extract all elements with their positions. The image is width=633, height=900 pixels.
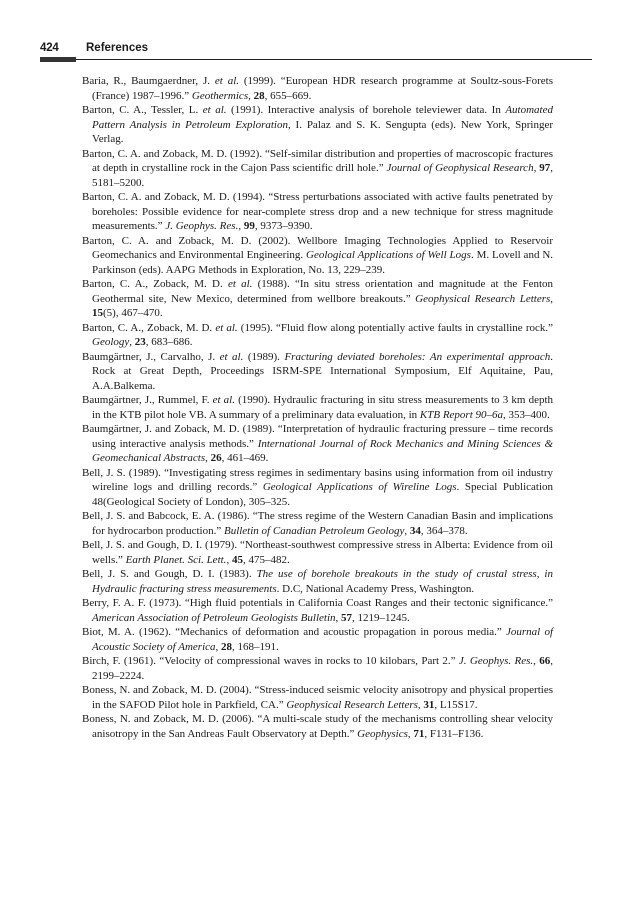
reference-text: , 683–686. bbox=[145, 336, 193, 348]
reference-text: (1990). Hydraulic fracturing in situ stress measurements to 3 km depth in the KTB pilot hole VB. A summary of a preliminary data evaluation, in bbox=[92, 394, 554, 421]
reference-source: Geophysical Research Letters bbox=[415, 292, 551, 305]
reference-text: (1989). “Investigating stress regimes in sedimentary basins using information from oil industry wireline logs and drilling records.” bbox=[92, 466, 553, 493]
reference-text: (1986). “The stress regime of the Western Canadian Basin and implications for hydrocarbon production.” bbox=[92, 510, 553, 537]
reference-text: (1988). “In situ stress orientation and magnitude at the Fenton Geothermal site, New Mexico, determined from wellbore breakouts.” bbox=[92, 278, 554, 305]
reference-entry bbox=[82, 654, 553, 683]
reference-entry bbox=[82, 393, 553, 422]
reference-entry bbox=[82, 509, 553, 538]
reference-text: , bbox=[407, 727, 414, 740]
reference-text: (1973). “High fluid potentials in California Coast Ranges and their tectonic significance.” bbox=[145, 597, 553, 609]
reference-text: (2004). “Stress-induced seismic velocity anisotropy and physical properties in the SAFOD Pilot hole in Parkfield, CA.” bbox=[92, 684, 553, 711]
reference-volume: 26 bbox=[210, 452, 222, 464]
reference-volume: 66 bbox=[539, 655, 551, 667]
reference-authors: Boness, N. and Zoback, M. D. bbox=[82, 684, 217, 696]
reference-volume: 57 bbox=[341, 611, 352, 624]
reference-etal: et al. bbox=[227, 278, 253, 290]
reference-text: , bbox=[335, 611, 341, 624]
reference-text: (1961). “Velocity of compressional waves in rocks to 10 kilobars, Part 2.” bbox=[120, 655, 459, 667]
reference-source: Geothermics bbox=[191, 89, 249, 102]
reference-source: The use of borehole breakouts in the study of crustal stress, in Hydraulic fracturing stress measurements bbox=[92, 568, 553, 595]
reference-authors: Barton, C. A., Zoback, M. D. bbox=[82, 321, 213, 334]
reference-authors: Baumgärtner, J., Carvalho, J. bbox=[82, 350, 216, 363]
reference-text: , 475–482. bbox=[242, 553, 290, 566]
page-number: 424 bbox=[40, 42, 59, 54]
header-tab-bar bbox=[40, 57, 76, 62]
header-rule bbox=[40, 59, 592, 60]
reference-text: , F131–F136. bbox=[424, 727, 484, 740]
reference-text: (1989). bbox=[243, 350, 285, 363]
reference-entry bbox=[82, 147, 553, 191]
reference-volume: 45 bbox=[231, 553, 243, 566]
reference-text: (5), 467–470. bbox=[103, 307, 163, 319]
reference-source: American Association of Petroleum Geologists Bulletin bbox=[92, 611, 336, 624]
reference-source: J. Geophys. Res. bbox=[458, 655, 534, 667]
reference-text: , 1219–1245. bbox=[352, 611, 410, 624]
reference-text: , bbox=[226, 553, 232, 566]
reference-authors: Baumgärtner, J. and Zoback, M. D. bbox=[82, 423, 240, 435]
page-header bbox=[40, 40, 592, 68]
reference-text: , 5181–5200. bbox=[92, 162, 554, 189]
reference-text: (1992). “Self-similar distribution and properties of macroscopic fractures at depth in crystalline rock in the Cajon Pass scientific drill hole.” bbox=[92, 147, 553, 174]
reference-source: KTB Report 90–6a bbox=[419, 408, 504, 421]
reference-text: , 461–469. bbox=[221, 452, 269, 464]
reference-source: Automated Pattern Analysis in Petroleum Exploration bbox=[92, 104, 553, 131]
reference-authors: Bell, J. S. and Gough, D. I. bbox=[82, 568, 215, 580]
reference-text: , 364–378. bbox=[420, 524, 468, 537]
reference-text: , bbox=[248, 89, 254, 102]
reference-text: (1983). bbox=[214, 568, 257, 580]
reference-text: . D.C, National Academy Press, Washington. bbox=[276, 582, 475, 595]
reference-entry bbox=[82, 422, 553, 466]
reference-text: , 9373–9390. bbox=[254, 220, 313, 232]
reference-etal: et al. bbox=[219, 350, 244, 363]
reference-authors: Barton, C. A. and Zoback, M. D. bbox=[82, 147, 228, 160]
reference-entry bbox=[82, 74, 553, 103]
reference-text: (1962). “Mechanics of deformation and acoustic propagation in porous media.” bbox=[134, 626, 507, 638]
reference-volume: 31 bbox=[423, 698, 435, 711]
reference-etal: et al. bbox=[215, 321, 238, 334]
reference-entry bbox=[82, 234, 553, 278]
reference-text: (2006). “A multi-scale study of the mechanisms controlling shear velocity anisotropy in the San Andreas Fault Observatory at Depth.” bbox=[92, 713, 553, 740]
reference-source: J. Geophys. Res. bbox=[165, 220, 239, 232]
reference-text: , bbox=[533, 655, 540, 667]
reference-text: , I. Palaz and S. K. Sengupta (eds). New York, Springer Verlag. bbox=[92, 118, 554, 145]
reference-source: Bulletin of Canadian Petroleum Geology bbox=[223, 524, 405, 537]
reference-entry bbox=[82, 625, 553, 654]
reference-authors: Barton, C. A. and Zoback, M. D. bbox=[82, 234, 252, 247]
reference-text: (1995). “Fluid flow along potentially active faults in crystalline rock.” bbox=[237, 321, 553, 334]
reference-text: , L15S17. bbox=[434, 698, 478, 711]
section-title: References bbox=[86, 42, 149, 54]
reference-text: (1994). “Stress perturbations associated with active faults penetrated by boreholes: Possible evidence for near-complete stress drop and a new technique for stress magnitude measurements.” bbox=[92, 191, 554, 232]
reference-volume: 71 bbox=[413, 727, 425, 740]
reference-authors: Baria, R., Baumgaerdner, J. bbox=[82, 75, 211, 87]
reference-text: , bbox=[533, 162, 540, 174]
reference-source: Journal of Geophysical Research bbox=[386, 162, 534, 174]
reference-text: , 353–400. bbox=[503, 408, 550, 421]
reference-text: , bbox=[129, 336, 135, 348]
reference-authors: Biot, M. A. bbox=[82, 626, 135, 638]
reference-entry bbox=[82, 190, 553, 234]
reference-source: International Journal of Rock Mechanics and Mining Sciences & Geomechanical Abstracts bbox=[92, 437, 553, 464]
reference-entry bbox=[82, 712, 553, 741]
reference-etal: et al. bbox=[212, 394, 235, 406]
reference-volume: 28 bbox=[221, 640, 233, 653]
reference-text: . Special Publication 48(Geological Society of London), 305–325. bbox=[92, 481, 554, 508]
reference-text: (1979). “Northeast-southwest compressive stress in Alberta: Evidence from oil wells.” bbox=[92, 539, 553, 566]
reference-entry bbox=[82, 277, 553, 321]
reference-text: , bbox=[404, 524, 410, 537]
reference-authors: Barton, C. A. and Zoback, M. D. bbox=[82, 191, 230, 203]
reference-entry bbox=[82, 596, 553, 625]
reference-volume: 97 bbox=[539, 162, 551, 174]
reference-volume: 15 bbox=[92, 307, 103, 319]
reference-entry bbox=[82, 466, 553, 510]
reference-source: Geological Applications of Well Logs bbox=[306, 249, 471, 261]
reference-entry bbox=[82, 567, 553, 596]
reference-volume: 34 bbox=[409, 524, 421, 537]
reference-entry bbox=[82, 538, 553, 567]
reference-text: , bbox=[550, 292, 554, 305]
reference-authors: Boness, N. and Zoback, M. D. bbox=[82, 713, 219, 725]
reference-source: Earth Planet. Sci. Lett. bbox=[125, 553, 227, 566]
reference-authors: Birch, F. bbox=[82, 655, 121, 667]
reference-text: (1989). “Interpretation of hydraulic fracturing pressure – time records using interactive analysis methods.” bbox=[92, 423, 553, 450]
reference-volume: 28 bbox=[253, 89, 265, 102]
reference-etal: et al. bbox=[202, 104, 227, 116]
reference-source: Geophysical Research Letters bbox=[286, 698, 418, 711]
reference-authors: Barton, C. A., Zoback, M. D. bbox=[82, 278, 223, 290]
reference-volume: 99 bbox=[243, 220, 255, 232]
reference-entry bbox=[82, 683, 553, 712]
reference-text: (2002). Wellbore Imaging Technologies Applied to Reservoir Geomechanics and Environmental Engineering. bbox=[92, 234, 554, 261]
reference-text: (1999). “European HDR research programme at Soultz-sous-Forets (France) 1987–1996.” bbox=[92, 75, 554, 102]
reference-authors: Bell, J. S. and Gough, D. I. bbox=[82, 539, 203, 551]
reference-source: Geophysics bbox=[357, 727, 408, 740]
reference-text: , 655–669. bbox=[264, 89, 312, 102]
reference-source: Geology bbox=[92, 336, 130, 348]
reference-text: , bbox=[238, 220, 244, 232]
reference-text: (1991). Interactive analysis of borehole televiewer data. In bbox=[226, 104, 506, 116]
reference-authors: Barton, C. A., Tessler, L. bbox=[82, 104, 199, 116]
reference-volume: 23 bbox=[134, 336, 146, 348]
reference-text: . Rock at Great Depth, Proceedings ISRM-SPE International Symposium, Elf Aquitaine, Pau, A.A.Balkema. bbox=[92, 350, 554, 392]
reference-entry bbox=[82, 350, 553, 394]
reference-source: Fracturing deviated boreholes: An experimental approach bbox=[284, 350, 551, 363]
reference-list bbox=[82, 74, 553, 741]
reference-authors: Bell, J. S. bbox=[82, 466, 126, 479]
reference-etal: et al. bbox=[214, 75, 239, 87]
reference-text: , bbox=[215, 640, 222, 653]
reference-text: , 2199–2224. bbox=[92, 655, 553, 682]
reference-authors: Baumgärtner, J., Rummel, F. bbox=[82, 394, 210, 406]
reference-authors: Berry, F. A. F. bbox=[82, 597, 146, 609]
reference-authors: Bell, J. S. and Babcock, E. A. bbox=[82, 510, 215, 522]
reference-text: , bbox=[417, 698, 424, 711]
reference-entry bbox=[82, 321, 553, 350]
reference-text: . M. Lovell and N. Parkinson (eds). AAPG Methods in Exploration, No. 13, 229–239. bbox=[92, 249, 554, 276]
reference-source: Journal of Acoustic Society of America bbox=[92, 626, 553, 653]
reference-text: , 168–191. bbox=[232, 640, 279, 653]
reference-text: , bbox=[205, 452, 211, 464]
reference-entry bbox=[82, 103, 553, 147]
reference-source: Geological Applications of Wireline Logs bbox=[262, 481, 457, 493]
